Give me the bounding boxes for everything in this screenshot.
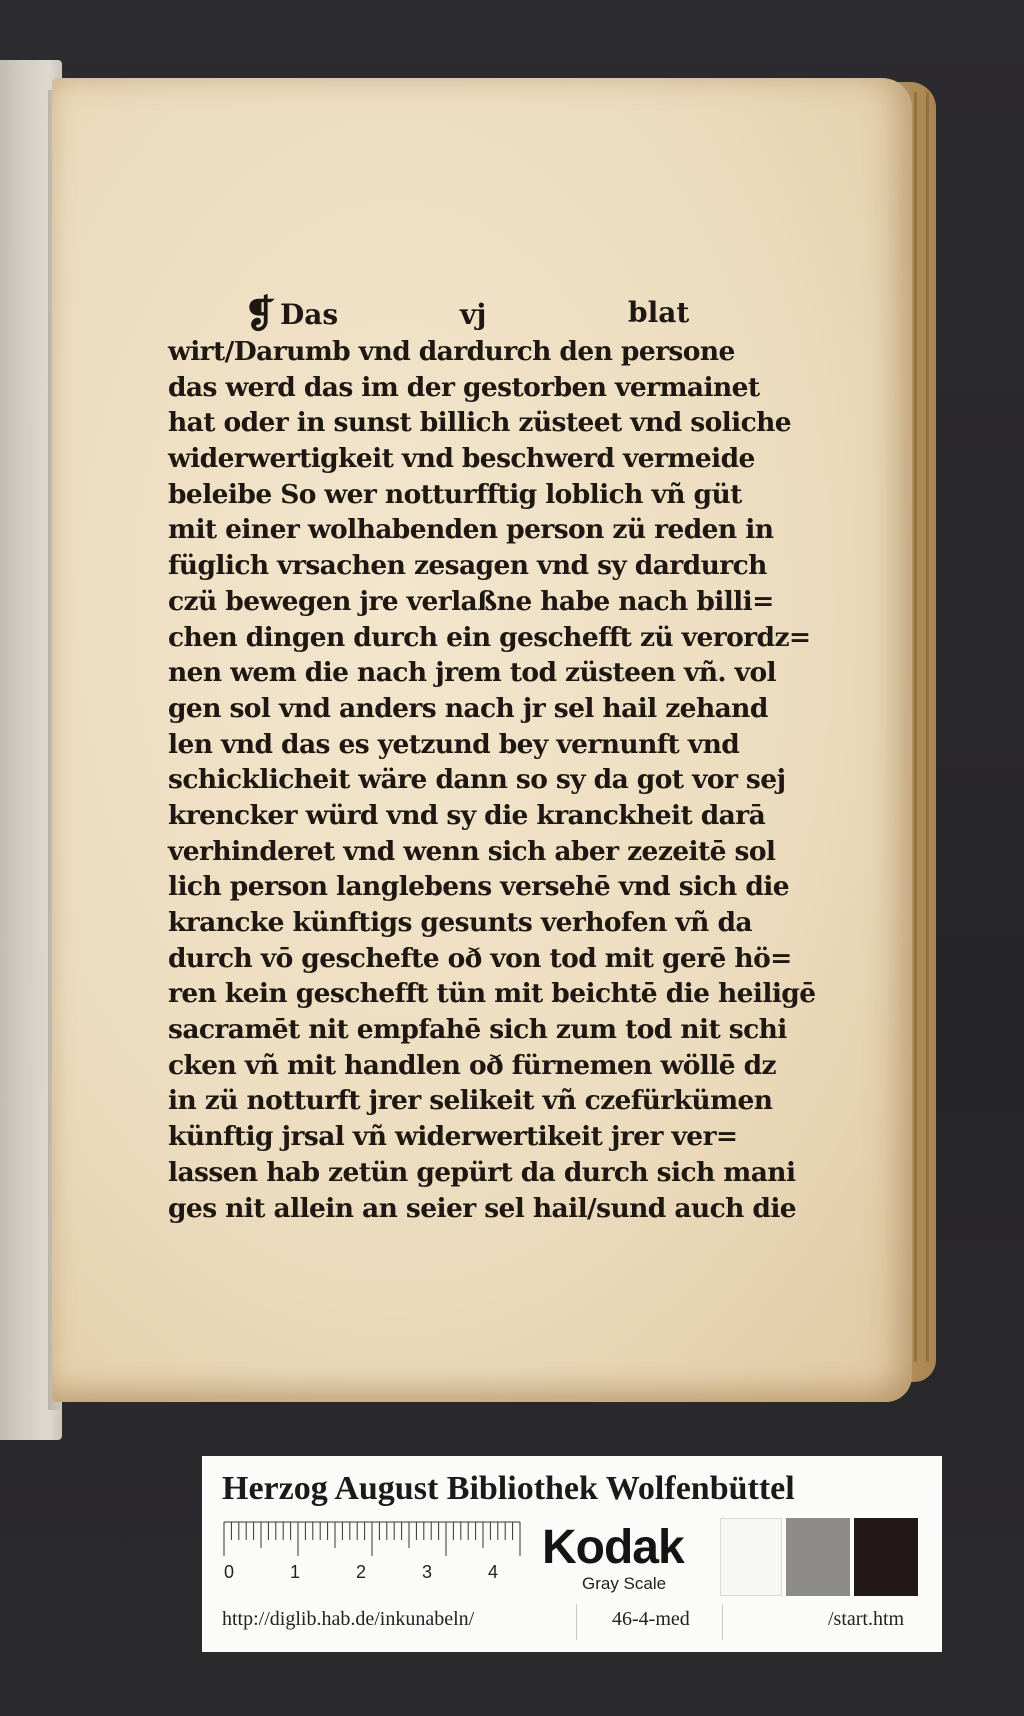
gray-scale-label: Gray Scale bbox=[582, 1574, 667, 1593]
header-word-right: blat bbox=[628, 296, 690, 329]
text-lines bbox=[168, 334, 816, 1226]
text-line: füglich vrsachen zesagen vnd sy dardurch bbox=[168, 550, 767, 582]
ruler-number: 3 bbox=[422, 1562, 433, 1582]
text-line: ren kein geschefft tün mit beichtē die heiligē bbox=[168, 978, 816, 1010]
running-header bbox=[168, 291, 808, 336]
card-divider bbox=[722, 1604, 723, 1640]
text-line: cken vñ mit handlen oð fürnemen wöllē dz bbox=[168, 1049, 776, 1081]
page-text-block bbox=[168, 291, 816, 1226]
text-line: krancke künftigs gesunts verhofen vñ da bbox=[168, 907, 752, 938]
book-page bbox=[52, 78, 912, 1402]
text-line: in zü notturft jrer selikeit vñ czefürkümen bbox=[168, 1085, 773, 1117]
color-target-card bbox=[202, 1456, 942, 1652]
swatch-black bbox=[854, 1518, 918, 1596]
text-line: krencker würd vnd sy die kranckheit darā bbox=[168, 799, 766, 831]
swatch-gray bbox=[786, 1518, 850, 1596]
text-line: lassen hab zetün gepürt da durch sich mani bbox=[168, 1156, 796, 1188]
ruler-number: 1 bbox=[290, 1562, 301, 1582]
pilcrow-mark: ❡ bbox=[244, 291, 276, 336]
ruler-number: 4 bbox=[488, 1562, 499, 1582]
ruler-number: 0 bbox=[224, 1562, 235, 1582]
text-line: lich person langlebens versehē vnd sich die bbox=[168, 871, 790, 903]
text-line: verhinderet vnd wenn sich aber zezeitē sol bbox=[168, 835, 776, 867]
text-line: widerwertigkeit vnd beschwerd vermeide bbox=[168, 443, 755, 475]
text-line: ges nit allein an seier sel hail/sund auch die bbox=[168, 1192, 797, 1224]
header-word-left: Das bbox=[280, 298, 339, 331]
text-line: len vnd das es yetzund bey vernunft vnd bbox=[168, 728, 740, 760]
text-line: das werd das im der gestorben vermainet bbox=[168, 371, 760, 403]
text-line: gen sol vnd anders nach jr sel hail zehand bbox=[168, 692, 768, 724]
url-suffix: /start.htm bbox=[828, 1608, 905, 1630]
text-line: durch vō geschefte oð von tod mit gerē hö= bbox=[168, 942, 792, 974]
text-line: künftig jrsal vñ widerwertikeit jrer ver= bbox=[168, 1121, 738, 1153]
text-line: chen dingen durch ein geschefft zü verordz= bbox=[168, 621, 811, 653]
text-line: czü bewegen jre verlaßne habe nach billi= bbox=[168, 585, 774, 617]
ruler-number: 2 bbox=[356, 1562, 367, 1582]
shelfmark-id: 46-4-med bbox=[612, 1608, 690, 1630]
text-line: mit einer wolhabenden person zü reden in bbox=[168, 514, 774, 546]
card-divider bbox=[576, 1604, 577, 1640]
page-edge-line bbox=[914, 92, 917, 1362]
text-line: beleibe So wer notturfftig loblich vñ güt bbox=[168, 478, 742, 510]
text-line: nen wem die nach jrem tod züsteen vñ. vol bbox=[168, 657, 776, 689]
text-line: wirt/Darumb vnd dardurch den persone bbox=[168, 336, 735, 367]
header-folio-number: vj bbox=[460, 298, 487, 331]
swatch-white bbox=[720, 1518, 782, 1596]
text-line: schicklicheit wäre dann so sy da got vor sej bbox=[168, 764, 786, 796]
page-edge-line bbox=[926, 92, 929, 1362]
source-url: http://diglib.hab.de/inkunabeln/ bbox=[222, 1608, 475, 1630]
text-line: hat oder in sunst billich züsteet vnd soliche bbox=[168, 407, 792, 439]
library-title: Herzog August Bibliothek Wolfenbüttel bbox=[222, 1470, 795, 1507]
measurement-ruler bbox=[222, 1520, 530, 1582]
text-line: sacramēt nit empfahē sich zum tod nit schi bbox=[168, 1014, 787, 1046]
kodak-logo: Kodak bbox=[542, 1521, 684, 1574]
